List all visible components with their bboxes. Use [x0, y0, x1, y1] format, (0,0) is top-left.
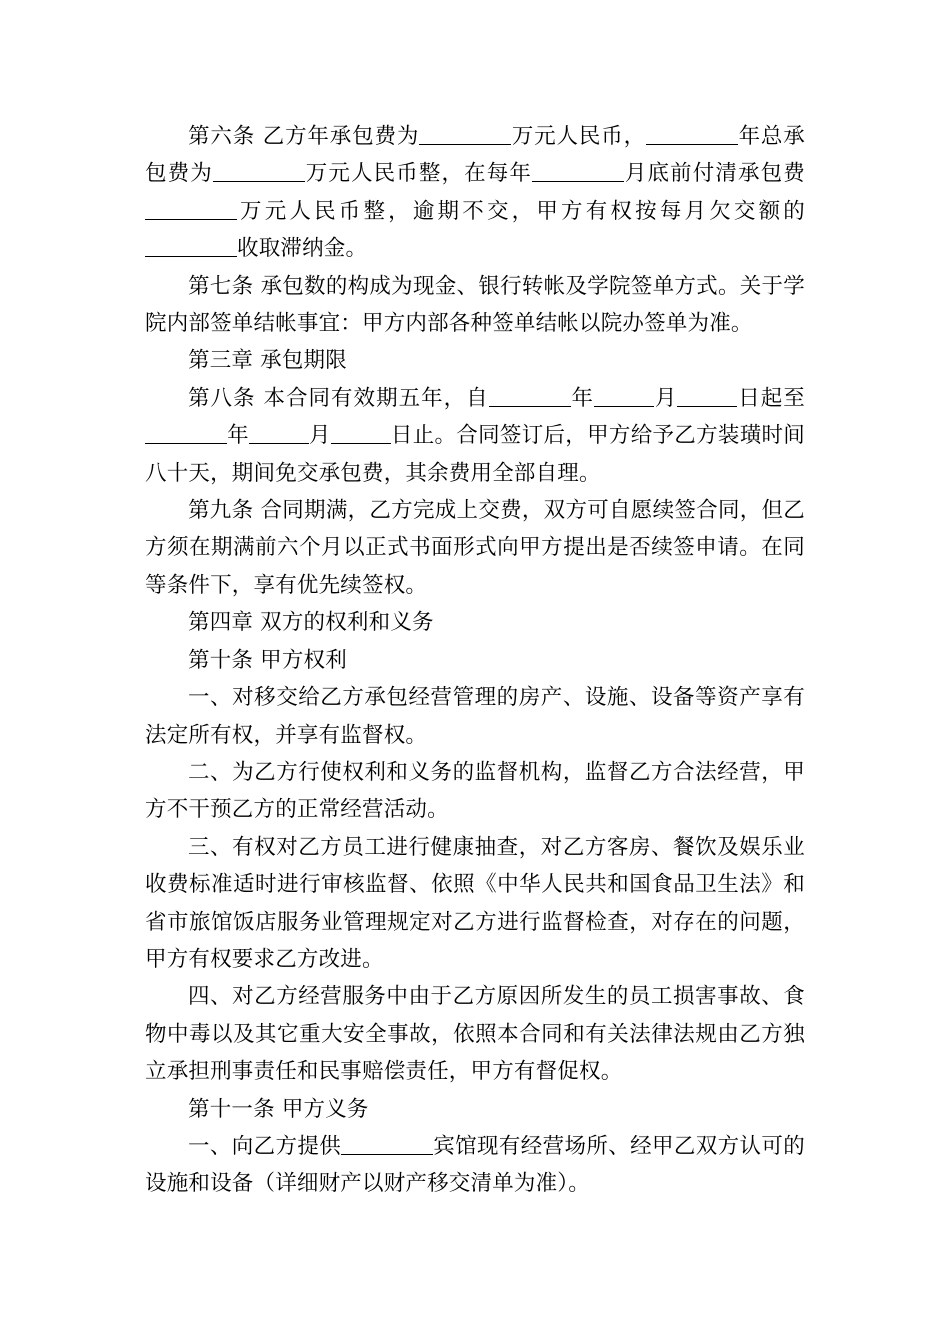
paragraph-ch3 [145, 342, 805, 379]
paragraph-r4 [145, 978, 805, 1090]
text-run: 年 [227, 423, 249, 449]
fill-in-blank [331, 421, 391, 445]
text-run: 三、有权对乙方员工进行健康抽查，对乙方客房、餐饮及娱乐业收费标准适时进行审核监督、依照《中华人民共和国食品卫生法》和省市旅馆饭店服务业管理规定对乙方进行监督检查，对存在的问题，甲方有权要求乙方改进。 [145, 834, 805, 972]
paragraph-r1 [145, 679, 805, 754]
text-run: 第七条 承包数的构成为现金、银行转帐及学院签单方式。关于学院内部签单结帐事宜：甲方内部各种签单结帐以院办签单为准。 [145, 273, 805, 337]
text-run: 月 [308, 423, 331, 449]
fill-in-blank [532, 159, 624, 183]
text-run: 四、对乙方经营服务中由于乙方原因所发生的员工损害事故、食物中毒以及其它重大安全事故，依照本合同和有关法律法规由乙方独立承担刑事责任和民事赔偿责任，甲方有督促权。 [145, 984, 805, 1085]
fill-in-blank [145, 234, 237, 258]
text-run: 第九条 合同期满，乙方完成上交费，双方可自愿续签合同，但乙方须在期满前六个月以正式书面形式向甲方提出是否续签申请。在同等条件下，享有优先续签权。 [145, 498, 805, 598]
text-run: 年总承包费为 [145, 124, 805, 187]
fill-in-blank [145, 196, 237, 220]
text-run: 月 [654, 385, 678, 411]
text-run: 第十条 甲方权利 [188, 647, 347, 673]
fill-in-blank [419, 121, 511, 145]
text-run: 月底前付清承包费 [624, 161, 805, 187]
text-run: 一、向乙方提供 [188, 1133, 342, 1159]
text-run: 宾馆现有经营场所、经甲乙双方认可的设施和设备（详细财产以财产移交清单为准）。 [145, 1133, 805, 1197]
text-run: 万元人民币， [511, 124, 646, 149]
paragraph-art7 [145, 268, 805, 343]
paragraph-r2 [145, 754, 805, 829]
paragraph-art6 [145, 118, 805, 268]
text-run: 二、为乙方行使权利和义务的监督机构，监督乙方合法经营，甲方不干预乙方的正常经营活动。 [145, 759, 805, 823]
text-run: 一、对移交给乙方承包经营管理的房产、设施、设备等资产享有法定所有权，并享有监督权。 [145, 685, 805, 748]
paragraph-ch4 [145, 604, 805, 641]
text-run: 第三章 承包期限 [188, 348, 347, 374]
paragraph-art9 [145, 492, 805, 604]
text-run: 第十一条 甲方义务 [188, 1096, 369, 1122]
paragraph-o1 [145, 1128, 805, 1203]
fill-in-blank [145, 421, 227, 445]
text-run: 收取滞纳金。 [237, 236, 368, 262]
text-run: 第八条 本合同有效期五年，自 [188, 385, 489, 411]
fill-in-blank [677, 383, 737, 407]
fill-in-blank [489, 383, 571, 407]
paragraph-r3 [145, 829, 805, 979]
fill-in-blank [341, 1131, 433, 1155]
text-run: 第四章 双方的权利和义务 [188, 610, 434, 636]
fill-in-blank [594, 383, 654, 407]
fill-in-blank [213, 159, 305, 183]
text-run: 第六条 乙方年承包费为 [188, 124, 420, 149]
paragraph-art8 [145, 380, 805, 492]
paragraph-art11 [145, 1091, 805, 1128]
document-page [145, 118, 805, 1203]
text-run: 万元人民币整，在每年 [304, 161, 533, 187]
text-run: 日止。合同签订后，甲方给予乙方装璜时间八十天，期间免交承包费，其余费用全部自理。 [145, 423, 805, 486]
text-run: 年 [570, 385, 595, 411]
fill-in-blank [646, 121, 738, 145]
fill-in-blank [249, 421, 309, 445]
paragraph-art10 [145, 642, 805, 679]
text-run: 日起至 [737, 385, 806, 411]
text-run: 万元人民币整，逾期不交，甲方有权按每月欠交额的 [237, 198, 805, 224]
